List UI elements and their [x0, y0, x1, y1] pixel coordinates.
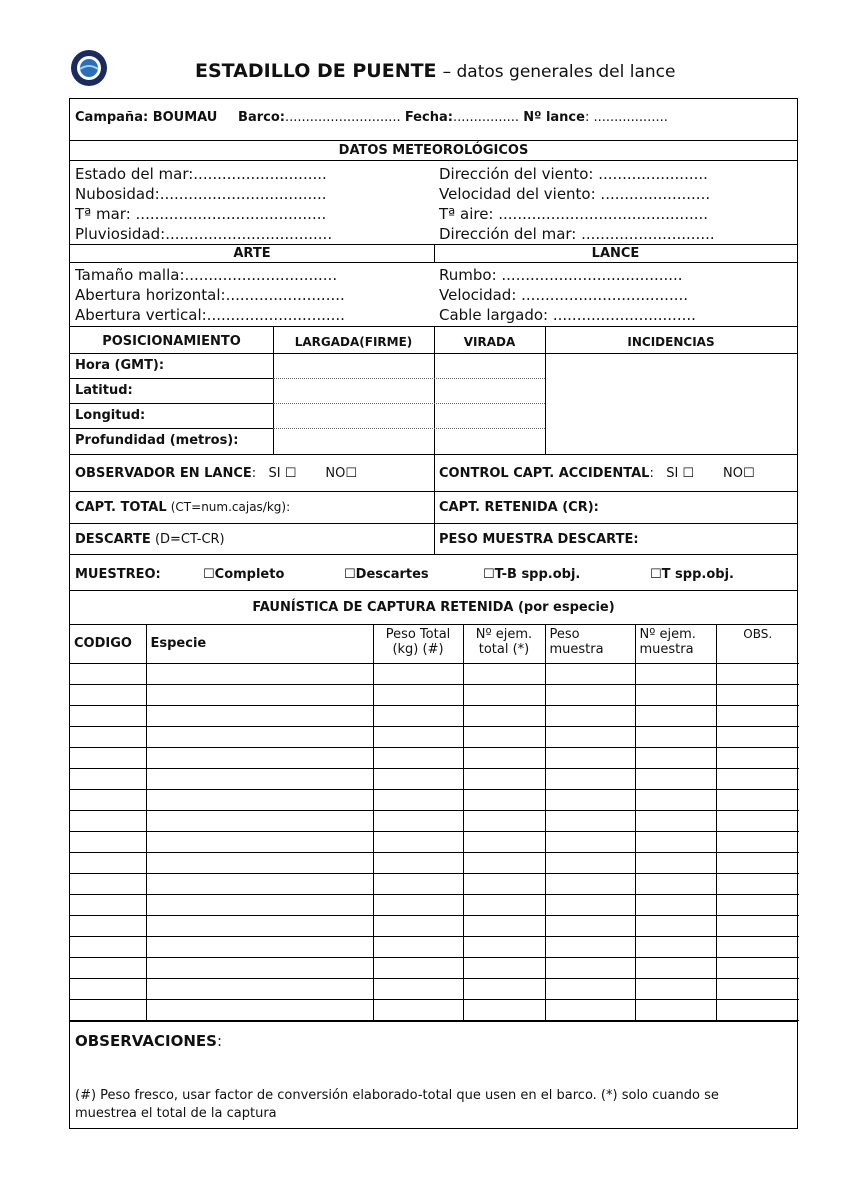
table-cell[interactable]	[373, 873, 463, 894]
table-cell[interactable]	[70, 684, 146, 705]
table-row	[70, 873, 799, 894]
table-cell[interactable]	[463, 873, 545, 894]
table-cell[interactable]	[635, 705, 716, 726]
table-cell[interactable]	[70, 726, 146, 747]
table-cell[interactable]	[716, 663, 799, 684]
table-cell[interactable]	[545, 999, 635, 1020]
table-cell[interactable]	[146, 999, 373, 1020]
col-obs: OBS.	[716, 625, 799, 663]
muestreo-row	[70, 555, 797, 591]
barco-field[interactable]: ............................	[284, 110, 401, 125]
table-row	[70, 957, 799, 978]
table-cell[interactable]	[635, 894, 716, 915]
rumbo-field[interactable]: Rumbo: ......................................	[439, 266, 683, 284]
page-title: ESTADILLO DE PUENTE – datos generales del lance	[195, 60, 676, 82]
table-cell[interactable]	[463, 747, 545, 768]
barco-label: Barco:	[238, 110, 285, 125]
table-cell[interactable]	[146, 663, 373, 684]
col-especie: Especie	[146, 625, 373, 663]
table-cell[interactable]	[463, 978, 545, 999]
muestreo-descartes-checkbox[interactable]: ☐Descartes	[344, 567, 429, 582]
table-cell[interactable]	[635, 957, 716, 978]
table-cell[interactable]	[146, 726, 373, 747]
table-cell[interactable]	[146, 747, 373, 768]
table-cell[interactable]	[146, 789, 373, 810]
descarte-note: (D=CT-CR)	[154, 532, 225, 547]
fauna-table-section	[70, 625, 797, 1022]
direccion-mar-field[interactable]: Dirección del mar: ............................	[439, 225, 715, 243]
observador-si-checkbox[interactable]: SI ☐	[268, 466, 297, 481]
velocidad-field[interactable]: Velocidad: ...................................	[439, 286, 689, 304]
table-cell[interactable]	[70, 894, 146, 915]
table-cell[interactable]	[373, 957, 463, 978]
table-row	[70, 684, 799, 705]
table-cell[interactable]	[146, 852, 373, 873]
col-peso-total: Peso Total (kg) (#)	[373, 625, 463, 663]
meteo-section	[70, 161, 797, 245]
velocidad-viento-field[interactable]: Velocidad del viento: .......................	[439, 185, 711, 203]
table-cell[interactable]	[545, 978, 635, 999]
table-cell[interactable]	[146, 831, 373, 852]
table-cell[interactable]	[545, 810, 635, 831]
table-cell[interactable]	[635, 789, 716, 810]
posicionamiento-section	[70, 327, 797, 455]
table-cell[interactable]	[635, 747, 716, 768]
table-cell[interactable]	[716, 957, 799, 978]
table-row	[70, 936, 799, 957]
table-cell[interactable]	[716, 936, 799, 957]
muestreo-completo-checkbox[interactable]: ☐Completo	[203, 567, 285, 582]
tamano-malla-field[interactable]: Tamaño malla:................................	[75, 266, 338, 284]
fecha-label: Fecha:	[404, 110, 453, 125]
table-row	[70, 705, 799, 726]
latitud-label: Latitud:	[75, 383, 133, 398]
cable-largado-field[interactable]: Cable largado: ..............................	[439, 306, 696, 324]
table-cell[interactable]	[463, 789, 545, 810]
table-cell[interactable]	[373, 810, 463, 831]
table-cell[interactable]	[463, 957, 545, 978]
table-cell[interactable]	[545, 789, 635, 810]
table-cell[interactable]	[716, 684, 799, 705]
footnote: (#) Peso fresco, usar factor de conversión elaborado-total que usen en el barco. (*) solo cuando se muestrea el total de la captura	[75, 1087, 719, 1121]
table-cell[interactable]	[545, 852, 635, 873]
table-cell[interactable]	[635, 915, 716, 936]
table-cell[interactable]	[716, 852, 799, 873]
table-cell[interactable]	[545, 894, 635, 915]
table-cell[interactable]	[716, 789, 799, 810]
table-cell[interactable]	[373, 705, 463, 726]
table-cell[interactable]	[635, 831, 716, 852]
table-cell[interactable]	[373, 726, 463, 747]
lance-number-label: Nº lance	[523, 110, 585, 125]
pluviosidad-field[interactable]: Pluviosidad:...................................	[75, 225, 333, 243]
table-cell[interactable]	[545, 768, 635, 789]
form-frame	[69, 98, 798, 1129]
direccion-viento-field[interactable]: Dirección del viento: .......................	[439, 165, 708, 183]
table-row	[70, 663, 799, 684]
col-virada: VIRADA	[463, 335, 516, 349]
control-no-checkbox[interactable]: NO☐	[723, 466, 755, 481]
col-ejem-muestra: Nº ejem. muestra	[635, 625, 716, 663]
observador-label: OBSERVADOR EN LANCE	[75, 466, 252, 481]
table-cell[interactable]	[635, 663, 716, 684]
table-cell[interactable]	[716, 831, 799, 852]
table-cell[interactable]	[545, 663, 635, 684]
muestreo-tb-checkbox[interactable]: ☐T-B spp.obj.	[483, 567, 581, 582]
table-row	[70, 978, 799, 999]
table-cell[interactable]	[716, 999, 799, 1020]
table-cell[interactable]	[635, 978, 716, 999]
table-cell[interactable]	[716, 894, 799, 915]
table-row	[70, 726, 799, 747]
table-cell[interactable]	[463, 999, 545, 1020]
table-row	[70, 915, 799, 936]
table-cell[interactable]	[716, 978, 799, 999]
table-cell[interactable]	[545, 684, 635, 705]
table-cell[interactable]	[716, 768, 799, 789]
table-cell[interactable]	[463, 705, 545, 726]
table-cell[interactable]	[463, 768, 545, 789]
table-cell[interactable]	[463, 894, 545, 915]
abertura-horizontal-field[interactable]: Abertura horizontal:.........................	[75, 286, 345, 304]
table-cell[interactable]	[463, 915, 545, 936]
table-cell[interactable]	[635, 873, 716, 894]
table-cell[interactable]	[716, 726, 799, 747]
table-cell[interactable]	[146, 810, 373, 831]
abertura-vertical-field[interactable]: Abertura vertical:.............................	[75, 306, 345, 324]
table-cell[interactable]	[635, 768, 716, 789]
table-cell[interactable]	[373, 768, 463, 789]
arte-lance-titles	[70, 245, 797, 263]
table-cell[interactable]	[146, 684, 373, 705]
t-mar-field[interactable]: Tª mar: ........................................	[75, 205, 327, 223]
meteo-title: DATOS METEOROLÓGICOS	[70, 141, 797, 161]
observador-row: OBSERVADOR EN LANCE: SI ☐ NO☐ CONTROL CAPT. ACCIDENTAL: SI ☐ NO☐	[70, 455, 797, 492]
col-codigo: CODIGO	[70, 625, 146, 663]
col-peso-muestra: Peso muestra	[545, 625, 635, 663]
table-cell[interactable]	[463, 852, 545, 873]
control-si-checkbox[interactable]: SI ☐	[666, 466, 695, 481]
table-cell[interactable]	[373, 978, 463, 999]
table-cell[interactable]	[70, 999, 146, 1020]
table-cell[interactable]	[716, 810, 799, 831]
col-ejem-total: Nº ejem. total (*)	[463, 625, 545, 663]
table-row	[70, 789, 799, 810]
lance-number-field[interactable]: : ..................	[584, 110, 668, 125]
table-row	[70, 852, 799, 873]
table-cell[interactable]	[146, 978, 373, 999]
table-cell[interactable]	[70, 978, 146, 999]
table-cell[interactable]	[70, 915, 146, 936]
observaciones-section: OBSERVACIONES: (#) Peso fresco, usar factor de conversión elaborado-total que usen en el barco. (*) solo cuando se muestrea el total de la captura	[70, 1022, 797, 1128]
hora-label: Hora (GMT):	[75, 358, 165, 373]
table-cell[interactable]	[635, 726, 716, 747]
table-cell[interactable]	[463, 684, 545, 705]
table-cell[interactable]	[70, 957, 146, 978]
arte-lance-section	[70, 263, 797, 327]
estado-mar-field[interactable]: Estado del mar:............................	[75, 165, 327, 183]
observador-no-checkbox[interactable]: NO☐	[325, 466, 357, 481]
header-row	[70, 99, 797, 141]
table-row	[70, 831, 799, 852]
table-cell[interactable]	[716, 747, 799, 768]
capt-retenida-label: CAPT. RETENIDA (CR):	[439, 500, 599, 515]
table-cell[interactable]	[716, 873, 799, 894]
table-cell[interactable]	[545, 936, 635, 957]
t-aire-field[interactable]: Tª aire: ............................................	[439, 205, 709, 223]
fauna-title: FAUNÍSTICA DE CAPTURA RETENIDA (por especie)	[70, 591, 797, 625]
table-cell[interactable]	[635, 999, 716, 1020]
table-cell[interactable]	[373, 684, 463, 705]
table-cell[interactable]	[373, 852, 463, 873]
table-cell[interactable]	[463, 663, 545, 684]
table-cell[interactable]	[373, 999, 463, 1020]
table-cell[interactable]	[70, 768, 146, 789]
table-cell[interactable]	[70, 873, 146, 894]
table-cell[interactable]	[70, 789, 146, 810]
campana-label: Campaña: BOUMAU	[75, 110, 218, 125]
table-cell[interactable]	[373, 936, 463, 957]
table-cell[interactable]	[545, 915, 635, 936]
table-cell[interactable]	[70, 747, 146, 768]
table-cell[interactable]	[70, 810, 146, 831]
table-row	[70, 768, 799, 789]
table-cell[interactable]	[463, 831, 545, 852]
col-largada: LARGADA(FIRME)	[294, 335, 413, 349]
col-incidencias: INCIDENCIAS	[627, 335, 715, 349]
table-cell[interactable]	[70, 936, 146, 957]
nubosidad-field[interactable]: Nubosidad:...................................	[75, 185, 327, 203]
table-cell[interactable]	[635, 852, 716, 873]
capt-total-note: (CT=num.cajas/kg):	[170, 500, 291, 514]
table-cell[interactable]	[70, 705, 146, 726]
table-cell[interactable]	[716, 915, 799, 936]
profundidad-label: Profundidad (metros):	[75, 433, 239, 448]
muestreo-t-checkbox[interactable]: ☐T spp.obj.	[650, 567, 734, 582]
table-row	[70, 810, 799, 831]
table-cell[interactable]	[545, 705, 635, 726]
descarte-label: DESCARTE	[75, 532, 151, 547]
captura-row	[70, 492, 797, 524]
table-cell[interactable]	[635, 936, 716, 957]
table-cell[interactable]	[545, 726, 635, 747]
control-label: CONTROL CAPT. ACCIDENTAL	[439, 466, 650, 481]
table-cell[interactable]	[635, 684, 716, 705]
table-row	[70, 747, 799, 768]
peso-muestra-label: PESO MUESTRA DESCARTE:	[439, 532, 639, 547]
table-cell[interactable]	[70, 663, 146, 684]
longitud-label: Longitud:	[75, 408, 146, 423]
arte-title: ARTE	[233, 246, 271, 261]
table-cell[interactable]	[373, 789, 463, 810]
table-cell[interactable]	[373, 831, 463, 852]
table-row	[70, 894, 799, 915]
institution-logo-icon	[70, 49, 108, 87]
table-row	[70, 999, 799, 1020]
table-cell[interactable]	[146, 915, 373, 936]
lance-title: LANCE	[591, 246, 640, 261]
table-cell[interactable]	[373, 747, 463, 768]
table-cell[interactable]	[373, 663, 463, 684]
table-cell[interactable]	[146, 894, 373, 915]
observaciones-label: OBSERVACIONES	[75, 1031, 217, 1050]
table-cell[interactable]	[146, 705, 373, 726]
table-cell[interactable]	[373, 894, 463, 915]
posicionamiento-title: POSICIONAMIENTO	[102, 334, 241, 349]
table-cell[interactable]	[635, 810, 716, 831]
table-cell[interactable]	[373, 915, 463, 936]
capt-total-label: CAPT. TOTAL	[75, 500, 167, 515]
table-cell[interactable]	[463, 810, 545, 831]
table-cell[interactable]	[146, 957, 373, 978]
table-cell[interactable]	[146, 873, 373, 894]
table-cell[interactable]	[463, 936, 545, 957]
descarte-row	[70, 524, 797, 555]
fecha-field[interactable]: ................	[452, 110, 520, 125]
table-cell[interactable]	[463, 726, 545, 747]
table-cell[interactable]	[545, 747, 635, 768]
table-cell[interactable]	[146, 936, 373, 957]
table-cell[interactable]	[146, 768, 373, 789]
fauna-table	[70, 625, 799, 1021]
muestreo-label: MUESTREO:	[75, 567, 161, 582]
table-cell[interactable]	[70, 852, 146, 873]
table-cell[interactable]	[716, 705, 799, 726]
table-cell[interactable]	[545, 873, 635, 894]
table-cell[interactable]	[545, 957, 635, 978]
table-cell[interactable]	[545, 831, 635, 852]
table-cell[interactable]	[70, 831, 146, 852]
